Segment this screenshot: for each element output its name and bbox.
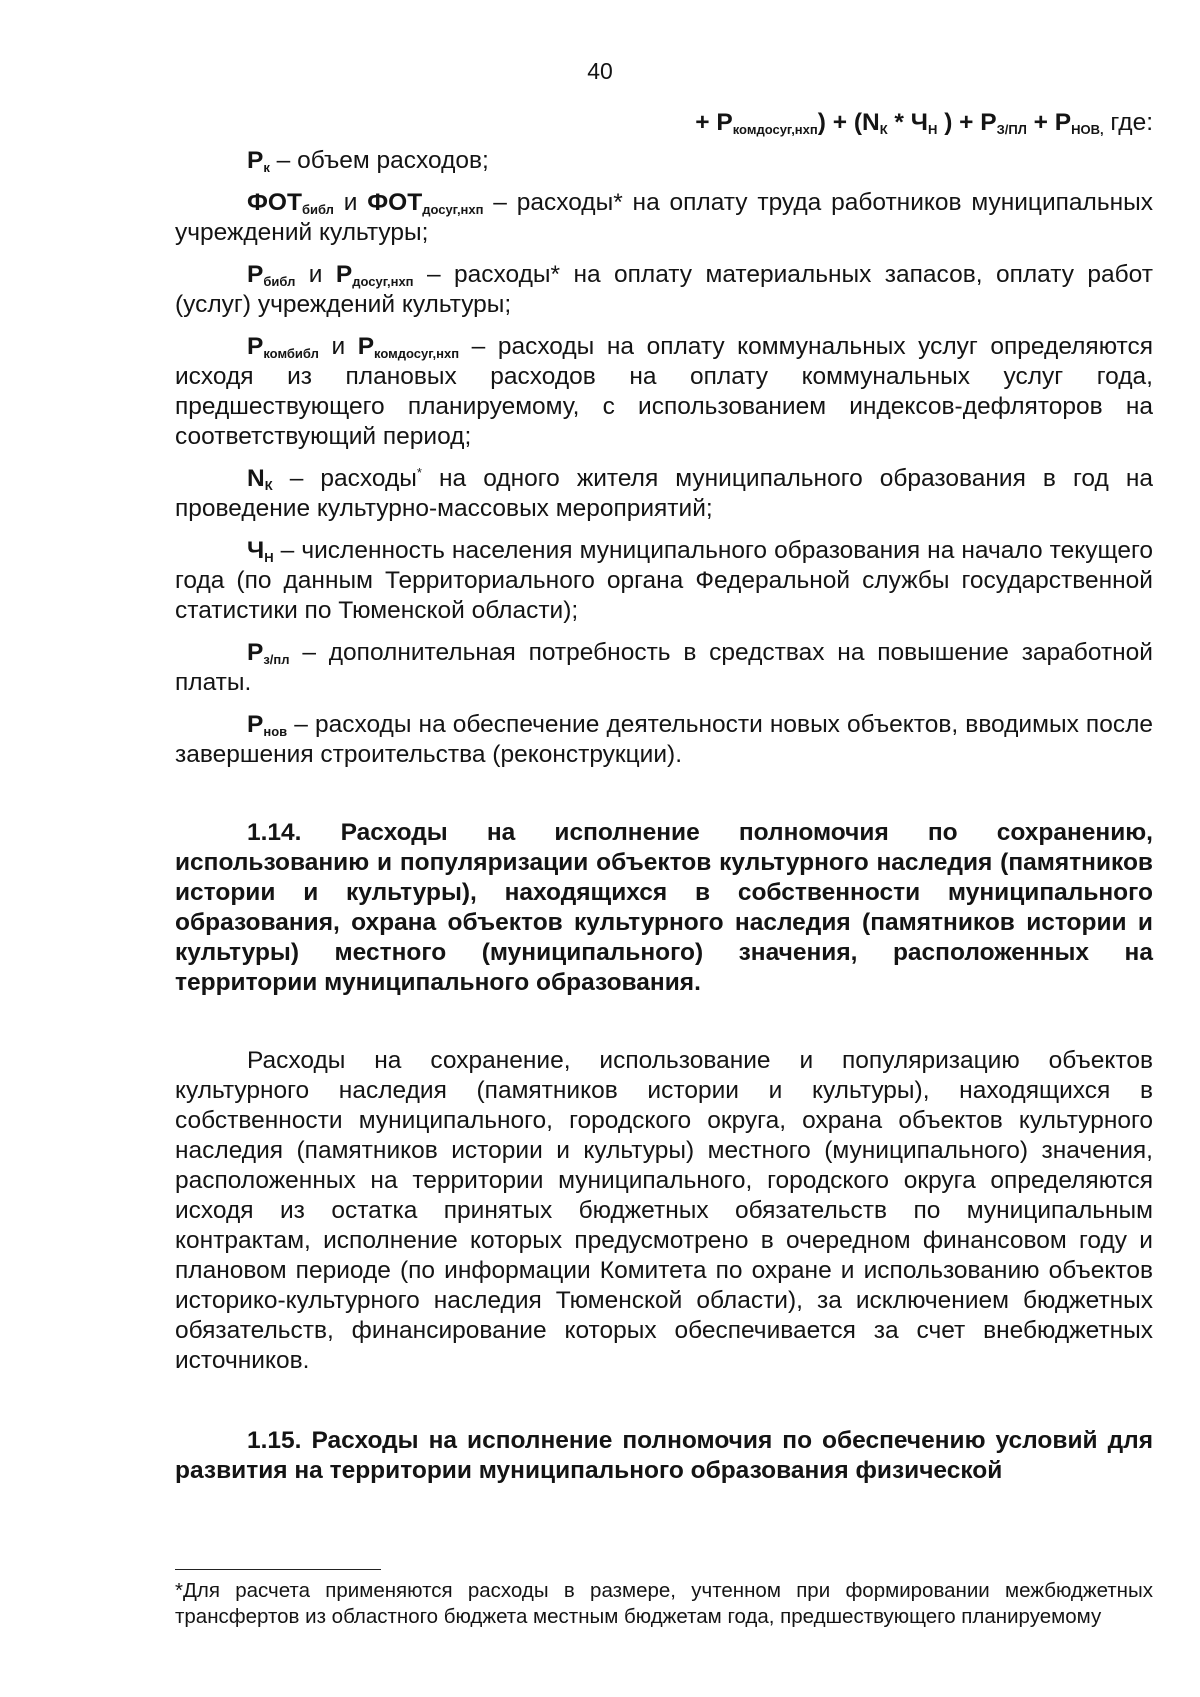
- definition-rk: $Р_к$ – объем расходов;: [247, 147, 489, 175]
- definition-nk: $N_К$ – расходы* на одного жителя муниципального образования в год на проведение культурно-массовых мероприятий;: [175, 464, 1153, 522]
- definition-rn: $Р_{нов}$ – расходы на обеспечение деятельности новых объектов, вводимых после завершения строительства (реконструкции).: [175, 711, 1153, 768]
- section-1-14-body: Расходы на сохранение, использование и популяризацию объектов культурного наследия (памятников истории и культуры), находящихся в собственности муниципального, городского округа, охрана объектов культурного наследия (памятников истории и культуры) местного (муниципального) значения, расположенных на территории муниципального, городского округа определяются исходя из остатка принятых бюджетных обязательств по муниципальным контрактам, исполнение которых предусмотрено в очередном финансовом году и плановом периоде (по информации Комитета по охране и использованию объектов историко-культурного наследия Тюменской области), за исключением бюджетных обязательств, финансирование которых обеспечивается за счет внебюджетных источников.: [175, 1047, 1153, 1374]
- section-1-14-title: 1.14. Расходы на исполнение полномочия по сохранению, использованию и популяризации объектов культурного наследия (памятников истории и культуры), находящихся в собственности муниципального образования, охрана объектов культурного наследия (памятников истории и культуры) местного (муниципального) значения, расположенных на территории муниципального образования.: [175, 819, 1153, 996]
- definition-ch: $Ч_Н$ – численность населения муниципального образования на начало текущего года (по данным Территориального органа Федеральной службы государственной статистики по Тюменской области);: [175, 537, 1153, 624]
- definition-fot: $ФОТ_{библ}$ и $ФОТ_{досуг,нхп}$ – расходы* на оплату труда работников муниципальных учреждений культуры;: [175, 189, 1153, 246]
- footnote-divider: [175, 1569, 381, 1570]
- definition-rbibl: $Р_{библ}$ и $Р_{досуг,нхп}$ – расходы* на оплату материальных запасов, оплату работ (услуг) учреждений культуры;: [175, 261, 1153, 318]
- definition-rkom: $Р_{комбибл}$ и $Р_{комдосуг,нхп}$ – расходы на оплату коммунальных услуг определяются исходя из плановых расходов на оплату коммунальных услуг года, предшествующего планируемому, с использованием индексов-дефляторов на соответствующий период;: [175, 333, 1153, 450]
- formula-line: + $P_{комдосуг,нхп}) + (N_К * Ч_Н$ ) + $P_{З/ПЛ} + P_{НОВ,}$ где:: [695, 109, 1153, 137]
- section-1-15-title: 1.15. Расходы на исполнение полномочия по обеспечению условий для развития на территории муниципального образования физической: [175, 1427, 1153, 1484]
- definition-rz: $Р_{з/пл}$ – дополнительная потребность в средствах на повышение заработной платы.: [175, 639, 1153, 696]
- page-number: 40: [587, 58, 613, 84]
- document-body: [175, 108, 1153, 1486]
- footnote: *Для расчета применяются расходы в размере, учтенном при формировании межбюджетных трансфертов из областного бюджета местным бюджетам года, предшествующего планируемому: [175, 1579, 1153, 1628]
